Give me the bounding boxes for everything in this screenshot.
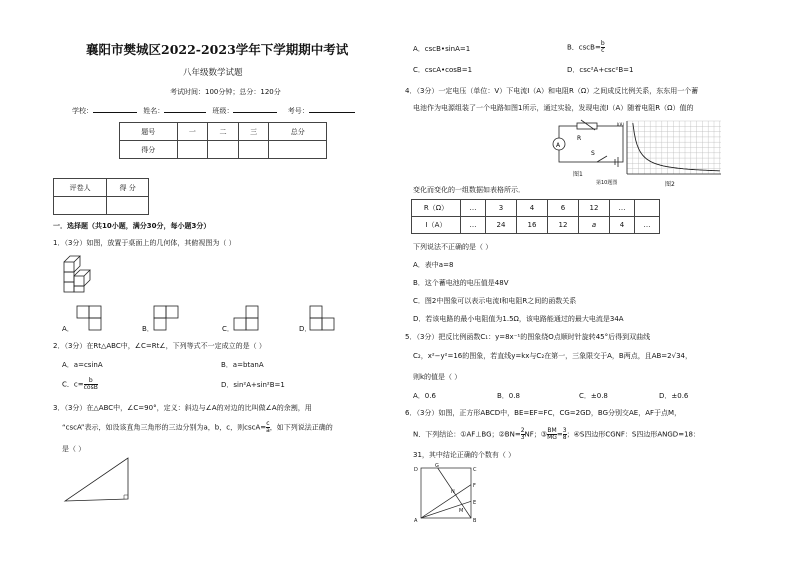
exam-title: 襄阳市樊城区2022-2023学年下学期期中考试 <box>86 42 349 57</box>
fig2-label: 图2 <box>665 181 675 188</box>
score-table: 题号 一 二 三 总分 得分 <box>119 122 327 159</box>
svg-text:D: D <box>414 467 418 473</box>
svg-text:F: F <box>473 483 476 489</box>
circuit-label-s: S <box>591 150 595 157</box>
q1-solid-figure <box>62 254 102 299</box>
score-cell-1[interactable] <box>177 141 208 159</box>
circuit-label-a: A <box>556 142 561 149</box>
q1-option-b-figure[interactable] <box>153 305 185 331</box>
graph-curve <box>633 123 720 171</box>
class-field[interactable] <box>233 112 277 113</box>
circuit-label-r: R <box>577 135 582 142</box>
q2-option-c: C．c= $\frac{b}{\cos B}$ <box>62 377 98 391</box>
svg-text:C: C <box>473 467 477 473</box>
q1-option-a-figure[interactable] <box>76 305 108 331</box>
grader-table: 评卷人 得 分 <box>53 178 149 215</box>
exam-subtitle: 八年级数学试题 <box>183 68 243 78</box>
graph-y-label: I(A) <box>617 122 625 127</box>
q1-option-c-figure[interactable] <box>233 305 265 331</box>
score-cell-total[interactable] <box>269 141 327 159</box>
school-field[interactable] <box>93 112 137 113</box>
number-field[interactable] <box>309 112 355 113</box>
q6-line2: N．下列结论：①AF⊥BG；②BN= $\frac{2}{3}$ NF；③ $\frac{BM}{MG}$ = $\frac{3}{8}$ ；④S四边形CGNF：S四边形ANGD=18： <box>413 427 700 441</box>
q3-option-b: B．cscB= $\frac{b}{c}$ <box>567 40 605 54</box>
svg-text:N: N <box>451 489 455 495</box>
svg-text:A: A <box>414 518 418 524</box>
q2-text: 2．（3分）在Rt△ABC中，∠C=Rt∠，下列等式不一定成立的是（ ） <box>53 342 266 350</box>
fig2-caption: 第10题图 <box>596 180 618 186</box>
svg-text:G: G <box>435 463 439 469</box>
name-field[interactable] <box>164 112 206 113</box>
q6-square-figure <box>411 463 481 525</box>
score-cell-3[interactable] <box>238 141 269 159</box>
section-heading: 一．选择题（共10小题，满分30分，每小题3分） <box>53 222 211 230</box>
current-resistance-graph <box>615 118 727 184</box>
q1-text: 1．（3分）如图，放置于桌面上的几何体，其俯视图为（ ） <box>53 239 236 247</box>
svg-text:M: M <box>459 508 464 514</box>
svg-text:E: E <box>473 500 477 506</box>
grader-cell[interactable] <box>54 197 107 215</box>
circuit-figure <box>537 118 627 178</box>
info-row: 学校： 姓名： 班级： 考号： <box>72 107 355 116</box>
resistance-current-table: R（Ω） … 3 4 6 12 … I（A） … 24 16 12 a 4 … <box>411 199 660 234</box>
q3-triangle-figure <box>62 455 142 505</box>
right-page: A．cscB•sinA=1 B．cscB= $\frac{b}{c}$ C．cscA•cosB=1 D．csc²A+csc²B=1 4．（3分）一定电压（单位：V）下电流I（A）和电阻R（Ω）之间成反比例关系，东东用一个蓄 电池作为电源组装了一个电路如图1所示，通过实验，发现电流I（A）随着电阻R（Ω）值的 R A S 图1 I(A) 第10题图 图2 变化而变化的一组数据如表格所示． R（Ω） … 3 4 6 12 … I（A） … 24 16 12 a 4 … 下列说法不正确的是（ ） A．表中a=8 B．这个蓄电池的电压值是48V C．图2中图象可以表示电流I和电阻R之间的函数关系 D．若该电路的最小电阻值为1.5Ω，该电路能通过的最大电流是34A 5．（3分）把反比例函数C₁：y=8x⁻¹的图象绕O点顺时针旋转45°后得到双曲线 C₂，x²−y²=16的图象，若直线y=kx与C₂在第一，三象限交于A，B两点，且AB=2√34， 则k的值是（ ） A．0.6 B．0.8 C．±0.8 D．±0.6 6．（3分）如图，正方形ABCD中，BE=EF=FC，CG=2GD，BG分别交AE，AF于点M， N．下列结论：①AF⊥BG；②BN= $\frac{2}{3}$ NF；③ $\frac{BM}{MG}$ = $\frac{3}{8}$ ；④S四边形CGNF：S四边形ANGD=18： 31，其中结论正确的个数有（ ） D G C F N E M A B <box>397 0 794 561</box>
fig1-label: 图1 <box>573 171 583 178</box>
q3-line2: “cscA”表示，如设该直角三角形的三边分别为a，b，c，则cscA= $\frac{c}{a}$ ，如下列说法正确的 <box>62 420 333 434</box>
q1-option-d-figure[interactable] <box>309 305 341 331</box>
svg-text:B: B <box>473 518 477 524</box>
left-page: 襄阳市樊城区2022-2023学年下学期期中考试 八年级数学试题 考试时间：100分钟；总分：120分 学校： 姓名： 班级： 考号： 题号 一 二 三 总分 得分 评卷人 得 分 一．选择题（共10小题，满分30分，每小题3分） 1．（3分）如图，放置于桌面上的几何体，其俯视图为（ ） A． B． C． D． 2．（3分）在Rt△ABC中，∠C=Rt∠，下列等式不一定成立的是（ ） A．a=csinA B．a=btanA C．c= $\frac{b}{\cos B}$ D．sin²A+sin²B=1 3．（3分）在△ABC中，∠C=90°，定义：斜边与∠A的对边的比叫做∠A的余割，用 “cscA”表示，如设该直角三角形的三边分别为a，b，c，则cscA= $\frac{c}{a}$ ，如下列说法正确的 是（ ） <box>0 0 397 561</box>
score-cell-2[interactable] <box>208 141 239 159</box>
grader-score-cell[interactable] <box>107 197 149 215</box>
exam-time-info: 考试时间：100分钟；总分：120分 <box>170 88 281 96</box>
